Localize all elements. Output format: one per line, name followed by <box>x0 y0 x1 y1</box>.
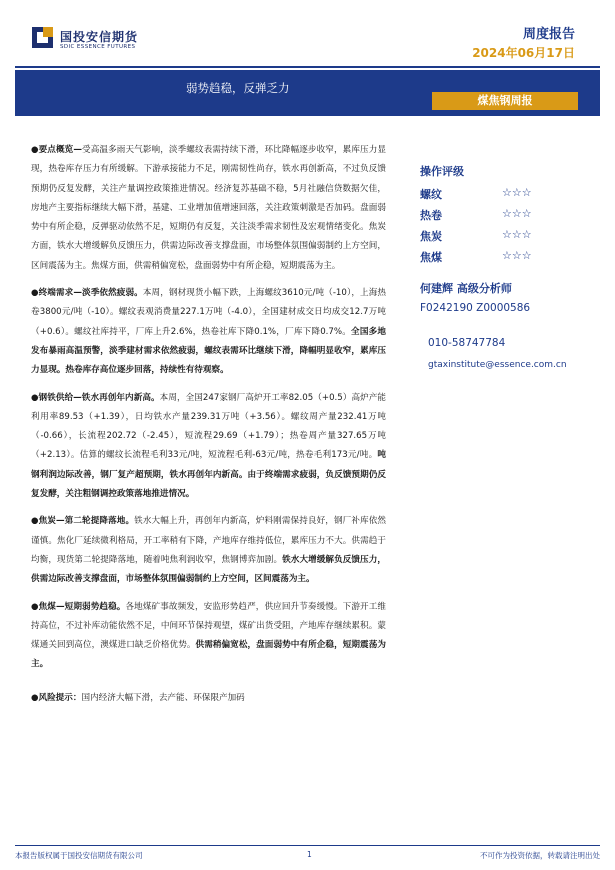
demand-conclusion: 全国多地发布暴雨高温预警，淡季建材需求依然疲弱，螺纹表需环比继续下滑，降幅明显收窄，累库压力显现。热卷库存高位逐步回落，持续性有待观察。 <box>31 326 386 376</box>
report-date: 2024年06月17日 <box>472 46 575 60</box>
logo-icon <box>32 27 53 48</box>
rating-row-hot-coil <box>420 207 532 223</box>
rating-stars-icon: ☆☆☆ <box>502 228 532 241</box>
report-type-title: 周度报告 <box>522 27 575 42</box>
rating-product: 焦炭 <box>420 230 442 243</box>
coking-coal-conclusion: 供需稍偏宽松，盘面弱势中有所企稳，短期震荡为主。 <box>31 640 386 670</box>
page-number: 1 <box>307 850 312 859</box>
logo-name-en: SDIC ESSENCE FUTURES <box>60 44 136 50</box>
rating-stars-icon: ☆☆☆ <box>502 207 532 220</box>
analyst-email-link[interactable]: gtaxinstitute@essence.com.cn <box>428 360 567 370</box>
coke-label: ●焦炭—第二轮提降落地。 <box>31 516 135 527</box>
rating-product: 螺纹 <box>420 188 442 201</box>
coke-text: 铁水大幅上升，再创年内新高，炉料刚需保持良好，钢厂补库依然谨慎。焦化厂延续微利格局，开工率稍有下降，产地库存维持低位，累库压力不大。供需趋于均衡，现货第二轮提降落地，随着吨焦利润收窄，焦钢博弈加剧。 <box>31 516 386 565</box>
supply-paragraph <box>31 389 386 505</box>
report-headline: 弱势趋稳，反弹乏力 <box>186 81 290 95</box>
footer-divider <box>15 845 600 846</box>
demand-text: 本周，钢材现货小幅下跌，上海螺纹3610元/吨（-10），上海热卷3800元/吨（-10）。螺纹表观消费量227.1万吨（-4.0），全国建材成交日均成交12.7万吨（+0.6）。螺纹社库持平，厂库上升2.6%，热卷社库下降0.1%，厂库下降0.7%。 <box>31 288 386 337</box>
coking-coal-text: 各地煤矿事故频发，安监形势趋严，供应回升节奏缓慢。下游开工维持高位，不过补库动能依然不足，中间环节保持观望，煤矿出货受阻，产地库存继续累积。蒙煤通关回到高位，澳煤进口缺乏价格优势。 <box>31 601 386 651</box>
demand-paragraph <box>31 284 386 380</box>
footer-copyright: 本报告版权属于国投安信期货有限公司 <box>15 851 143 860</box>
analyst-license-ids: F0242190 Z0000586 <box>420 302 531 314</box>
summary-column <box>31 141 386 716</box>
rating-stars-icon: ☆☆☆ <box>502 186 532 199</box>
supply-label: ●钢铁供给—铁水再创年内新高。 <box>31 392 160 403</box>
analyst-phone: 010-58747784 <box>428 337 506 349</box>
risk-text: 国内经济大幅下滑，去产能、环保限产加码 <box>81 692 245 703</box>
rating-row-coke <box>420 228 532 244</box>
coking-coal-paragraph <box>31 598 386 675</box>
rating-product: 热卷 <box>420 209 442 222</box>
overview-label: ●要点概览— <box>31 145 82 155</box>
supply-conclusion: 吨钢利润边际改善，钢厂复产超预期，铁水再创年内新高。由于终端需求疲弱，负反馈预期仍反复发酵，关注粗钢调控政策落地推进情况。 <box>31 450 386 500</box>
footer-disclaimer: 不可作为投资依据，转载请注明出处 <box>480 851 600 860</box>
analyst-name: 何建辉 高级分析师 <box>420 282 512 295</box>
rating-title: 操作评级 <box>420 165 464 178</box>
logo-name-cn: 国投安信期货 <box>60 30 139 44</box>
overview-text: 受高温多雨天气影响，淡季螺纹表需持续下滑，环比降幅逐步收窄，累库压力显现，热卷库存压力有所缓解。下游承接能力不足，刚需韧性尚存，铁水再创新高，不过负反馈预期仍反复发酵，关注产量调控政策推进情况。经济复苏基础不稳，5月社融信贷数据欠佳，房地产主要指标继续大幅下滑，基建、工业增加值增速回落，关注政策刺激是否加码。盘面弱势中有所企稳，反弹驱动依然不足，短期仍有反复，关注淡季需求韧性及宏观情绪变化。焦炭方面，铁水大增缓解负反馈压力，供需边际改善支撑盘面，市场整体氛围偏弱制约上方空间，区间震荡为主。焦煤方面，供需稍偏宽松，盘面弱势中有所企稳，短期震荡为主。 <box>31 145 386 271</box>
coke-paragraph <box>31 512 386 589</box>
rating-row-rebar <box>420 186 532 202</box>
header-divider <box>15 66 600 68</box>
rating-product: 焦煤 <box>420 251 442 264</box>
risk-label: ●风险提示： <box>31 692 82 703</box>
report-category-tab: 煤焦钢周报 <box>432 92 578 110</box>
coking-coal-label: ●焦煤—短期弱势趋稳。 <box>31 601 126 612</box>
rating-row-coking-coal <box>420 249 532 265</box>
rating-stars-icon: ☆☆☆ <box>502 249 532 262</box>
supply-text: 本周，全国247家钢厂高炉开工率82.05（+0.5）高炉产能利用率89.53（+1.39），日均铁水产量239.31万吨（+3.56）。螺纹周产量232.41万吨（-0.66），长流程202.72（-2.45），短流程29.69（+1.79）；热卷周产量327.65万吨（+2.13）。估算的螺纹长流程毛利33元/吨，短流程毛利-63元/吨，热卷毛利173元/吨。 <box>31 392 387 461</box>
coke-conclusion: 铁水大增缓解负反馈压力，供需边际改善支撑盘面，市场整体氛围偏弱制约上方空间，区间震荡为主。 <box>31 554 386 585</box>
overview-paragraph <box>31 141 386 276</box>
demand-label: ●终端需求—淡季依然疲弱。 <box>31 288 143 299</box>
report-header <box>0 0 615 72</box>
risk-paragraph <box>31 689 386 708</box>
